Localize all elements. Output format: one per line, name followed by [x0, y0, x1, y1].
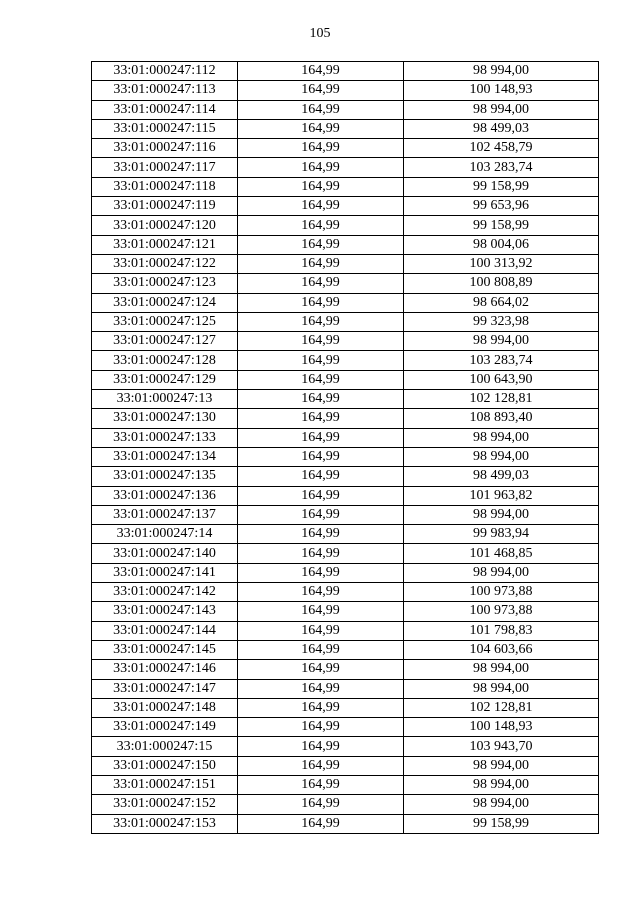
cadastral-value-cell: 99 158,99 [404, 814, 599, 833]
table-row [92, 756, 599, 775]
cadastral-value-cell: 98 994,00 [404, 795, 599, 814]
area-cell: 164,99 [238, 583, 404, 602]
cadastral-value-cell: 102 128,81 [404, 390, 599, 409]
cadastral-value-cell: 99 158,99 [404, 177, 599, 196]
cadastral-number-cell: 33:01:000247:122 [92, 254, 238, 273]
cadastral-value-cell: 101 468,85 [404, 544, 599, 563]
cadastral-number-cell: 33:01:000247:119 [92, 197, 238, 216]
area-cell: 164,99 [238, 254, 404, 273]
cadastral-number-cell: 33:01:000247:125 [92, 312, 238, 331]
cadastral-number-cell: 33:01:000247:128 [92, 351, 238, 370]
table-row [92, 100, 599, 119]
area-cell: 164,99 [238, 525, 404, 544]
table-row [92, 139, 599, 158]
table-row [92, 737, 599, 756]
area-cell: 164,99 [238, 332, 404, 351]
area-cell: 164,99 [238, 216, 404, 235]
cadastral-value-cell: 98 994,00 [404, 447, 599, 466]
area-cell: 164,99 [238, 505, 404, 524]
page-number: 105 [309, 26, 331, 41]
table-row [92, 621, 599, 640]
cadastral-value-cell: 100 973,88 [404, 602, 599, 621]
cadastral-value-cell: 98 994,00 [404, 428, 599, 447]
cadastral-number-cell: 33:01:000247:130 [92, 409, 238, 428]
table-row [92, 332, 599, 351]
area-cell: 164,99 [238, 718, 404, 737]
cadastral-value-cell: 103 283,74 [404, 158, 599, 177]
cadastral-number-cell: 33:01:000247:146 [92, 660, 238, 679]
area-cell: 164,99 [238, 351, 404, 370]
cadastral-value-cell: 102 458,79 [404, 139, 599, 158]
table-row [92, 177, 599, 196]
table-row [92, 505, 599, 524]
cadastral-number-cell: 33:01:000247:147 [92, 679, 238, 698]
area-cell: 164,99 [238, 544, 404, 563]
table-row [92, 235, 599, 254]
cadastral-value-cell: 100 313,92 [404, 254, 599, 273]
area-cell: 164,99 [238, 139, 404, 158]
table-row [92, 254, 599, 273]
cadastral-value-cell: 100 148,93 [404, 718, 599, 737]
area-cell: 164,99 [238, 293, 404, 312]
cadastral-number-cell: 33:01:000247:129 [92, 370, 238, 389]
area-cell: 164,99 [238, 602, 404, 621]
cadastral-number-cell: 33:01:000247:143 [92, 602, 238, 621]
cadastral-value-cell: 98 994,00 [404, 756, 599, 775]
table-row [92, 640, 599, 659]
table-row [92, 814, 599, 833]
cadastral-value-cell: 103 283,74 [404, 351, 599, 370]
cadastral-number-cell: 33:01:000247:148 [92, 698, 238, 717]
table-row [92, 158, 599, 177]
cadastral-value-cell: 100 973,88 [404, 583, 599, 602]
cadastral-number-cell: 33:01:000247:150 [92, 756, 238, 775]
table-row [92, 525, 599, 544]
table-row [92, 602, 599, 621]
table-row [92, 312, 599, 331]
area-cell: 164,99 [238, 62, 404, 81]
cadastral-value-cell: 101 798,83 [404, 621, 599, 640]
cadastral-number-cell: 33:01:000247:141 [92, 563, 238, 582]
table-row [92, 775, 599, 794]
area-cell: 164,99 [238, 119, 404, 138]
table-row [92, 62, 599, 81]
table-row [92, 81, 599, 100]
area-cell: 164,99 [238, 640, 404, 659]
table-row [92, 216, 599, 235]
cadastral-number-cell: 33:01:000247:112 [92, 62, 238, 81]
cadastral-number-cell: 33:01:000247:134 [92, 447, 238, 466]
area-cell: 164,99 [238, 428, 404, 447]
cadastral-value-table [91, 61, 599, 834]
table-row [92, 795, 599, 814]
cadastral-value-cell: 99 983,94 [404, 525, 599, 544]
cadastral-number-cell: 33:01:000247:113 [92, 81, 238, 100]
cadastral-value-cell: 98 994,00 [404, 62, 599, 81]
table-row [92, 119, 599, 138]
cadastral-value-cell: 100 148,93 [404, 81, 599, 100]
area-cell: 164,99 [238, 100, 404, 119]
cadastral-value-cell: 99 653,96 [404, 197, 599, 216]
table-row [92, 428, 599, 447]
table-row [92, 486, 599, 505]
cadastral-value-cell: 98 994,00 [404, 505, 599, 524]
table-body [92, 62, 599, 834]
cadastral-number-cell: 33:01:000247:115 [92, 119, 238, 138]
table-row [92, 544, 599, 563]
cadastral-number-cell: 33:01:000247:124 [92, 293, 238, 312]
area-cell: 164,99 [238, 409, 404, 428]
table-row [92, 563, 599, 582]
cadastral-value-cell: 98 499,03 [404, 119, 599, 138]
cadastral-number-cell: 33:01:000247:133 [92, 428, 238, 447]
area-cell: 164,99 [238, 447, 404, 466]
table-row [92, 447, 599, 466]
cadastral-value-cell: 104 603,66 [404, 640, 599, 659]
cadastral-number-cell: 33:01:000247:153 [92, 814, 238, 833]
cadastral-number-cell: 33:01:000247:15 [92, 737, 238, 756]
cadastral-number-cell: 33:01:000247:127 [92, 332, 238, 351]
cadastral-number-cell: 33:01:000247:117 [92, 158, 238, 177]
area-cell: 164,99 [238, 621, 404, 640]
cadastral-value-cell: 99 158,99 [404, 216, 599, 235]
cadastral-number-cell: 33:01:000247:14 [92, 525, 238, 544]
cadastral-value-cell: 99 323,98 [404, 312, 599, 331]
cadastral-value-cell: 108 893,40 [404, 409, 599, 428]
area-cell: 164,99 [238, 737, 404, 756]
table-row [92, 409, 599, 428]
table-row [92, 583, 599, 602]
cadastral-value-cell: 100 643,90 [404, 370, 599, 389]
cadastral-number-cell: 33:01:000247:151 [92, 775, 238, 794]
cadastral-value-cell: 98 004,06 [404, 235, 599, 254]
cadastral-number-cell: 33:01:000247:116 [92, 139, 238, 158]
area-cell: 164,99 [238, 197, 404, 216]
cadastral-number-cell: 33:01:000247:121 [92, 235, 238, 254]
cadastral-value-cell: 101 963,82 [404, 486, 599, 505]
cadastral-value-cell: 98 664,02 [404, 293, 599, 312]
cadastral-number-cell: 33:01:000247:140 [92, 544, 238, 563]
cadastral-value-cell: 98 994,00 [404, 679, 599, 698]
table-row [92, 370, 599, 389]
table-row [92, 718, 599, 737]
area-cell: 164,99 [238, 563, 404, 582]
table-row [92, 698, 599, 717]
area-cell: 164,99 [238, 698, 404, 717]
area-cell: 164,99 [238, 390, 404, 409]
table-row [92, 197, 599, 216]
cadastral-number-cell: 33:01:000247:135 [92, 467, 238, 486]
area-cell: 164,99 [238, 467, 404, 486]
table-row [92, 660, 599, 679]
table-row [92, 467, 599, 486]
table-row [92, 351, 599, 370]
cadastral-number-cell: 33:01:000247:152 [92, 795, 238, 814]
area-cell: 164,99 [238, 81, 404, 100]
cadastral-number-cell: 33:01:000247:144 [92, 621, 238, 640]
area-cell: 164,99 [238, 312, 404, 331]
area-cell: 164,99 [238, 756, 404, 775]
area-cell: 164,99 [238, 679, 404, 698]
cadastral-number-cell: 33:01:000247:114 [92, 100, 238, 119]
table-row [92, 390, 599, 409]
cadastral-value-cell: 98 499,03 [404, 467, 599, 486]
area-cell: 164,99 [238, 660, 404, 679]
area-cell: 164,99 [238, 486, 404, 505]
area-cell: 164,99 [238, 814, 404, 833]
cadastral-value-cell: 103 943,70 [404, 737, 599, 756]
cadastral-value-cell: 102 128,81 [404, 698, 599, 717]
cadastral-value-cell: 98 994,00 [404, 563, 599, 582]
area-cell: 164,99 [238, 235, 404, 254]
cadastral-number-cell: 33:01:000247:149 [92, 718, 238, 737]
cadastral-value-cell: 98 994,00 [404, 332, 599, 351]
table-row [92, 274, 599, 293]
cadastral-value-cell: 98 994,00 [404, 660, 599, 679]
area-cell: 164,99 [238, 795, 404, 814]
area-cell: 164,99 [238, 775, 404, 794]
cadastral-number-cell: 33:01:000247:137 [92, 505, 238, 524]
area-cell: 164,99 [238, 177, 404, 196]
cadastral-number-cell: 33:01:000247:120 [92, 216, 238, 235]
cadastral-number-cell: 33:01:000247:118 [92, 177, 238, 196]
cadastral-number-cell: 33:01:000247:123 [92, 274, 238, 293]
cadastral-value-cell: 98 994,00 [404, 775, 599, 794]
cadastral-value-cell: 100 808,89 [404, 274, 599, 293]
cadastral-number-cell: 33:01:000247:145 [92, 640, 238, 659]
cadastral-number-cell: 33:01:000247:142 [92, 583, 238, 602]
table-row [92, 293, 599, 312]
area-cell: 164,99 [238, 158, 404, 177]
area-cell: 164,99 [238, 274, 404, 293]
cadastral-number-cell: 33:01:000247:136 [92, 486, 238, 505]
area-cell: 164,99 [238, 370, 404, 389]
cadastral-number-cell: 33:01:000247:13 [92, 390, 238, 409]
table-row [92, 679, 599, 698]
cadastral-value-cell: 98 994,00 [404, 100, 599, 119]
